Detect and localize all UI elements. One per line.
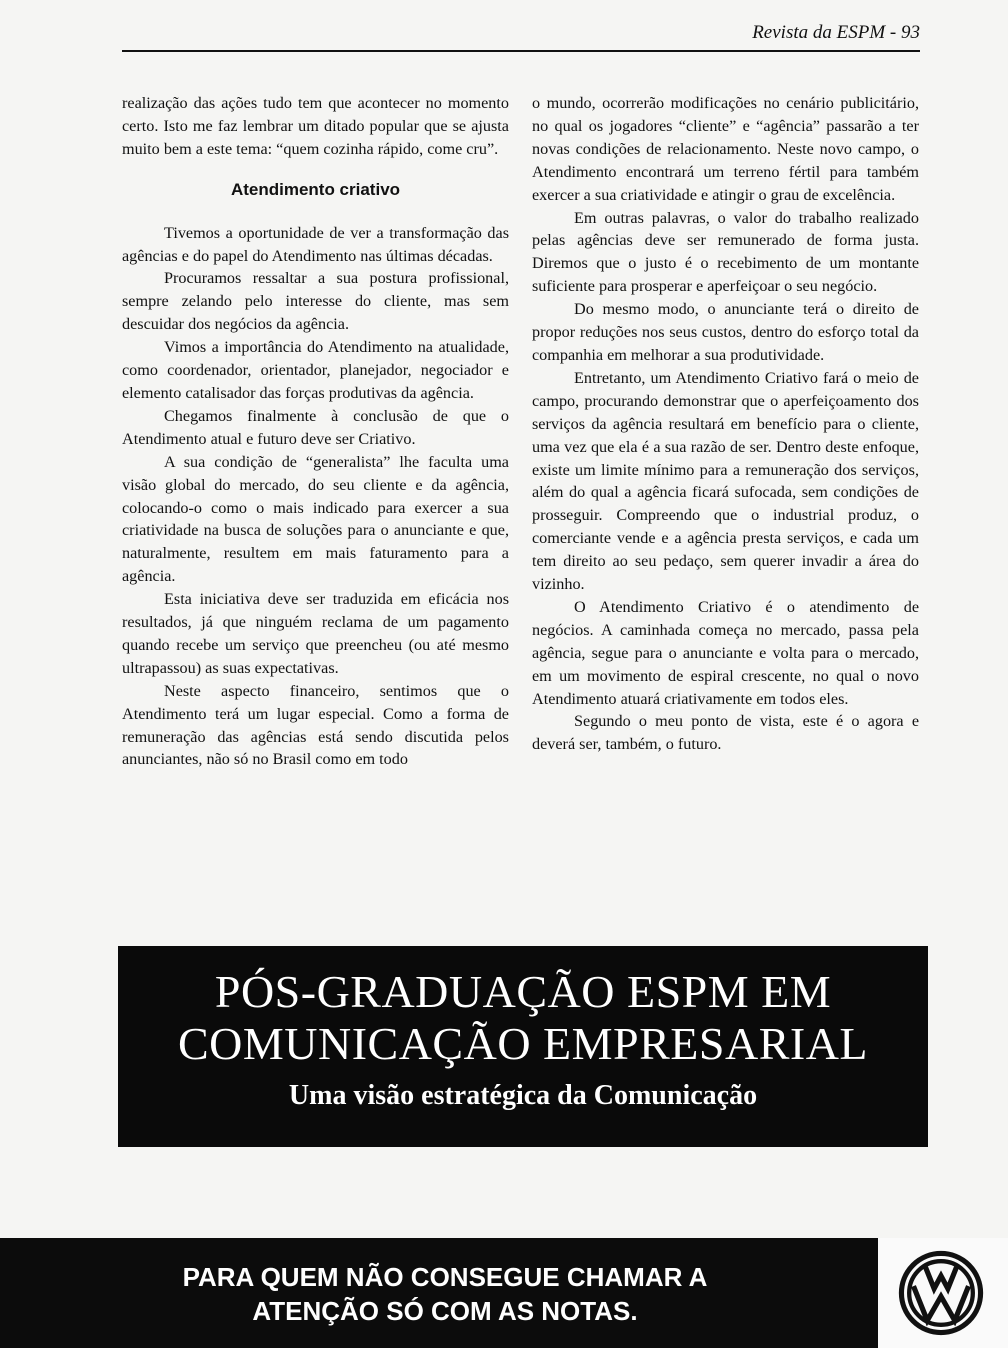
ad-title-line-1: PÓS-GRADUAÇÃO ESPM EM [214, 966, 832, 1017]
left-paragraph-2: Procuramos ressaltar a sua postura profissional, sempre zelando pelo interesse do cliente, mas sem descuidar dos negócios da agência. [122, 269, 509, 334]
right-paragraph-3: Entretanto, um Atendimento Criativo fará o meio de campo, procurando demonstrar que o aperfeiçoamento dos serviços da agência resultará em benefício para o cliente, uma vez que ela é a sua razão de ser. Dentro deste enfoque, existe um limite mínimo para a remuneração dos serviços, além do qual a agência ficará sufocada, sem condições de prosseguir. Compreendo que o industrial produz, o comerciante vende e a agência presta serviços, e cada um tem direito ao seu pedaço, sem querer invadir a área do vizinho. [532, 368, 919, 594]
section-heading: Atendimento criativo [230, 179, 401, 199]
right-column [532, 92, 919, 756]
vw-logo-icon [898, 1250, 984, 1336]
left-paragraph-3: Vimos a importância do Atendimento na atualidade, como coordenador, orientador, planejador, negociador e elemento catalisador das forças produtivas da agência. [122, 338, 509, 402]
right-paragraph-5: Segundo o meu ponto de vista, este é o agora e deverá ser, também, o futuro. [532, 712, 919, 754]
ad-subtitle: Uma visão estratégica da Comunicação [288, 1080, 758, 1111]
vw-slogan [60, 1260, 830, 1328]
left-paragraph-1: Tivemos a oportunidade de ver a transformação das agências e do papel do Atendimento nas últimas décadas. [122, 223, 509, 265]
postgrad-advertisement [118, 946, 928, 1147]
right-paragraph-0: o mundo, ocorrerão modificações no cenário publicitário, no qual os jogadores “cliente” e “agência” passarão a ter novas condições de relacionamento. Neste novo campo, o Atendimento encontrará um terreno fértil para também exercer a sua criatividade e atingir o grau de excelência. [532, 94, 919, 204]
ad-title-line-2: COMUNICAÇÃO EMPRESARIAL [177, 1018, 869, 1069]
vw-logo-panel [878, 1238, 1008, 1348]
running-title: Revista da ESPM - 93 [752, 22, 920, 43]
running-header [122, 20, 920, 52]
right-paragraph-1: Em outras palavras, o valor do trabalho realizado pelas agências deve ser remunerado de forma justa. Diremos que o justo é o recebimento de um montante suficiente para prosperar e aperfeiçoar o seu negócio. [532, 208, 919, 296]
vw-slogan-line-2: ATENÇÃO SÓ COM AS NOTAS. [252, 1296, 638, 1326]
ad-title [118, 966, 928, 1070]
right-paragraph-4: O Atendimento Criativo é o atendimento de negócios. A caminhada começa no mercado, passa pela agência, segue para o anunciante e volta para o mercado, em um movimento de espiral crescente, no qual o novo Atendimento atuará criativamente em todos eles. [532, 597, 919, 708]
left-column [122, 92, 509, 771]
left-paragraph-0: realização das ações tudo tem que acontecer no momento certo. Isto me faz lembrar um ditado popular que se ajusta muito bem a este tema: “quem cozinha rápido, come cru”. [122, 94, 509, 158]
left-paragraph-6: Esta iniciativa deve ser traduzida em eficácia nos resultados, já que ninguém reclama de um pagamento quando recebe um serviço que preencheu (ou até mesmo ultrapassou) as suas expectativas. [122, 590, 509, 677]
vw-slogan-line-1: PARA QUEM NÃO CONSEGUE CHAMAR A [182, 1262, 708, 1292]
left-paragraph-7: Neste aspecto financeiro, sentimos que o Atendimento terá um lugar especial. Como a forma de remuneração das agências está sendo discutida pelos anunciantes, não só no Brasil como em todo [122, 681, 509, 769]
vw-advertisement [0, 1238, 1008, 1348]
left-paragraph-4: Chegamos finalmente à conclusão de que o Atendimento atual e futuro deve ser Criativo. [122, 406, 509, 448]
right-paragraph-2: Do mesmo modo, o anunciante terá o direito de propor reduções nos seus custos, dentro do esforço total da companhia em melhorar a sua produtividade. [532, 300, 919, 364]
left-paragraph-5: A sua condição de “generalista” lhe faculta uma visão global do mercado, do seu cliente e da agência, colocando-o como o mais indicado para exercer a sua criatividade na busca de soluções para o anunciante e que, naturalmente, resultem em mais faturamento para a agência. [122, 452, 509, 586]
